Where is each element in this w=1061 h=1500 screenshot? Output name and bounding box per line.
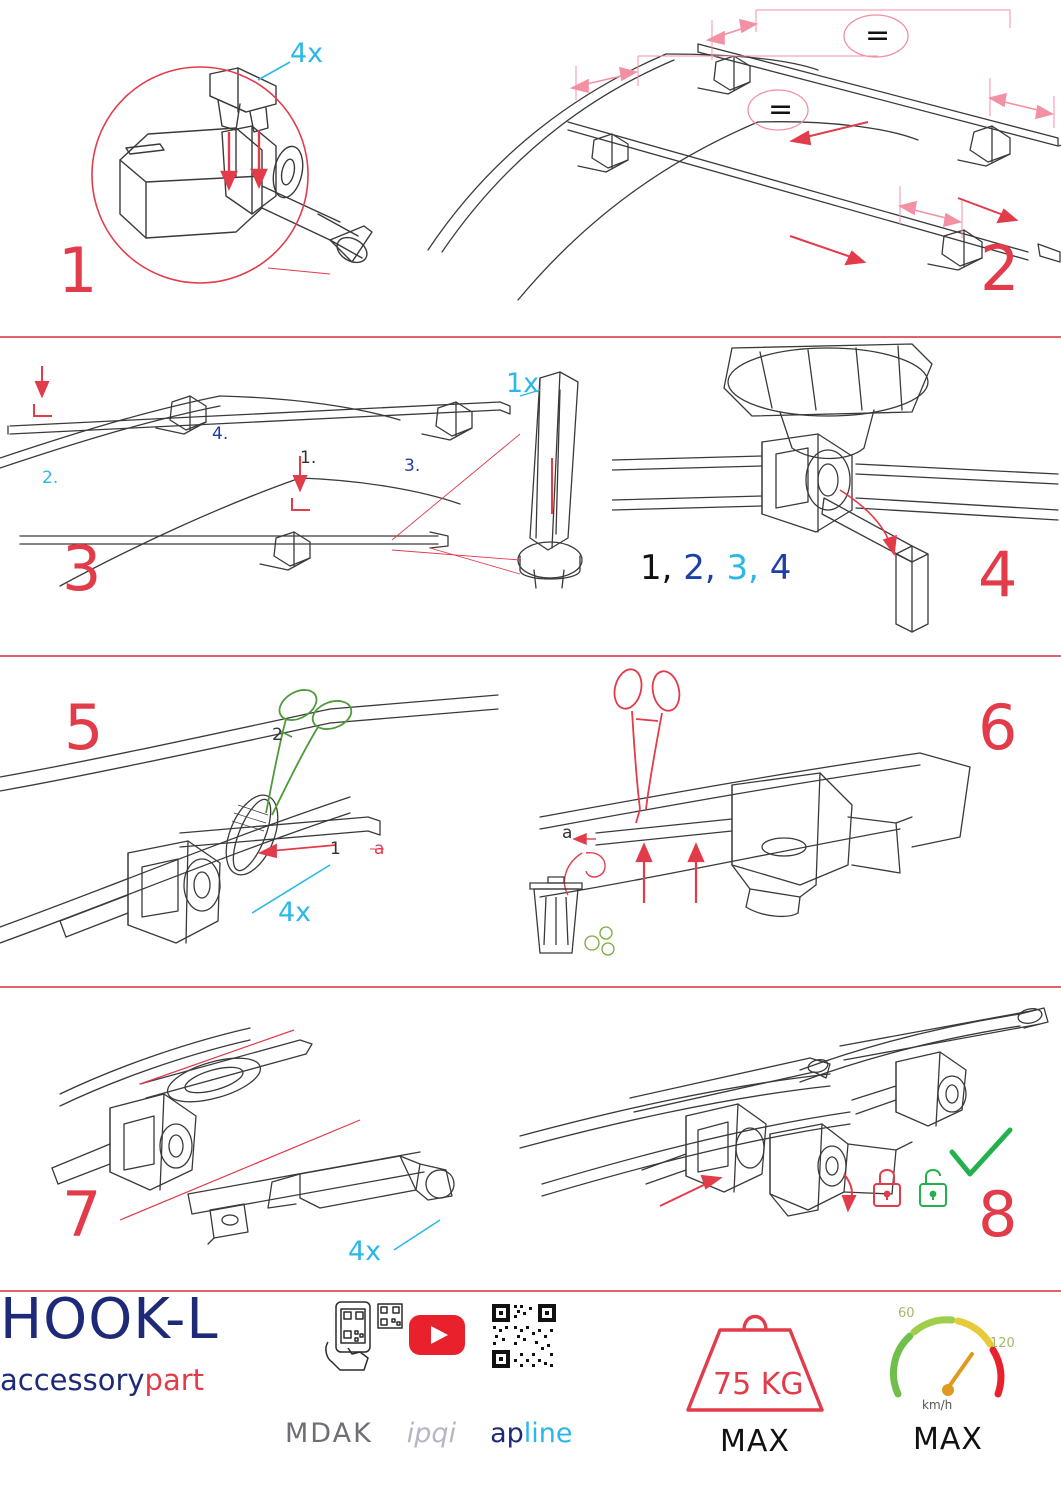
step-3-number: 3 xyxy=(62,532,102,605)
footer xyxy=(0,1292,1061,1500)
max-speed-caption: MAX xyxy=(913,1422,983,1457)
step-4-seq-2: 2, xyxy=(683,548,716,588)
qr-phone-icon xyxy=(322,1300,408,1374)
step-panel-6 xyxy=(500,657,1061,986)
step-1-number: 1 xyxy=(58,234,98,307)
step-6-illustration xyxy=(500,657,1061,986)
qr-code xyxy=(490,1302,558,1370)
partner-logos xyxy=(285,1418,573,1449)
step-5-label-a: a xyxy=(374,839,385,859)
youtube-icon[interactable] xyxy=(408,1314,466,1356)
step-3-order-label-3: 3. xyxy=(404,456,421,476)
step-4-seq-4: 4 xyxy=(769,548,792,588)
speed-tick-60: 60 xyxy=(898,1306,915,1321)
step-8-illustration xyxy=(500,988,1061,1290)
step-7-number: 7 xyxy=(62,1178,102,1251)
step-panel-8 xyxy=(500,988,1061,1290)
step-panel-5 xyxy=(0,657,500,986)
step-7-quantity-callout: 4x xyxy=(348,1236,382,1267)
brand-block xyxy=(0,1292,219,1395)
step-4-seq-1: 1, xyxy=(640,548,673,588)
max-speed-block xyxy=(868,1302,1028,1457)
step-4-number: 4 xyxy=(978,538,1018,611)
step-5-label-2: 2 xyxy=(272,725,283,745)
step-2-equal-symbol-1: = xyxy=(865,18,891,53)
max-load-value: 75 KG xyxy=(713,1367,804,1402)
step-3-order-label-1: 1. xyxy=(300,448,317,468)
brand-subtitle-part-a: accessory xyxy=(0,1363,145,1397)
brand-subtitle-part-b: part xyxy=(144,1363,205,1397)
step-6-number: 6 xyxy=(978,691,1018,764)
ipqi-logo: ipqi xyxy=(406,1418,457,1449)
step-1-quantity-callout: 4x xyxy=(290,38,324,69)
mdak-logo: MDAK xyxy=(285,1418,373,1449)
step-2-number: 2 xyxy=(980,232,1020,305)
step-4-seq-3: 3, xyxy=(726,548,759,588)
step-2-illustration xyxy=(398,0,1061,336)
brand-subtitle xyxy=(0,1363,219,1397)
step-panel-3 xyxy=(0,338,612,655)
step-2-equal-symbol-2: = xyxy=(768,92,794,127)
step-5-number: 5 xyxy=(64,691,104,764)
step-3-order-label-4: 4. xyxy=(212,424,229,444)
step-panel-4 xyxy=(612,338,1061,655)
step-6-label-a: a xyxy=(562,823,573,843)
speed-tick-120: 120 xyxy=(990,1336,1015,1351)
step-panel-2 xyxy=(398,0,1061,336)
max-load-caption: MAX xyxy=(720,1424,790,1459)
step-panel-7 xyxy=(0,988,500,1290)
apline-logo xyxy=(490,1418,572,1449)
apline-logo-part-b: line xyxy=(523,1418,573,1449)
step-3-quantity-callout: 1x xyxy=(506,368,540,399)
step-5-label-1: 1 xyxy=(330,839,341,859)
brand-title: HOOK-L xyxy=(0,1292,219,1352)
step-3-order-label-2: 2. xyxy=(42,468,59,488)
step-8-number: 8 xyxy=(978,1178,1018,1251)
step-4-sequence-label xyxy=(640,548,791,588)
apline-logo-part-a: ap xyxy=(490,1418,524,1449)
step-5-quantity-callout: 4x xyxy=(278,897,312,928)
step-panel-1 xyxy=(0,0,398,336)
speed-unit-label: km/h xyxy=(922,1398,953,1412)
